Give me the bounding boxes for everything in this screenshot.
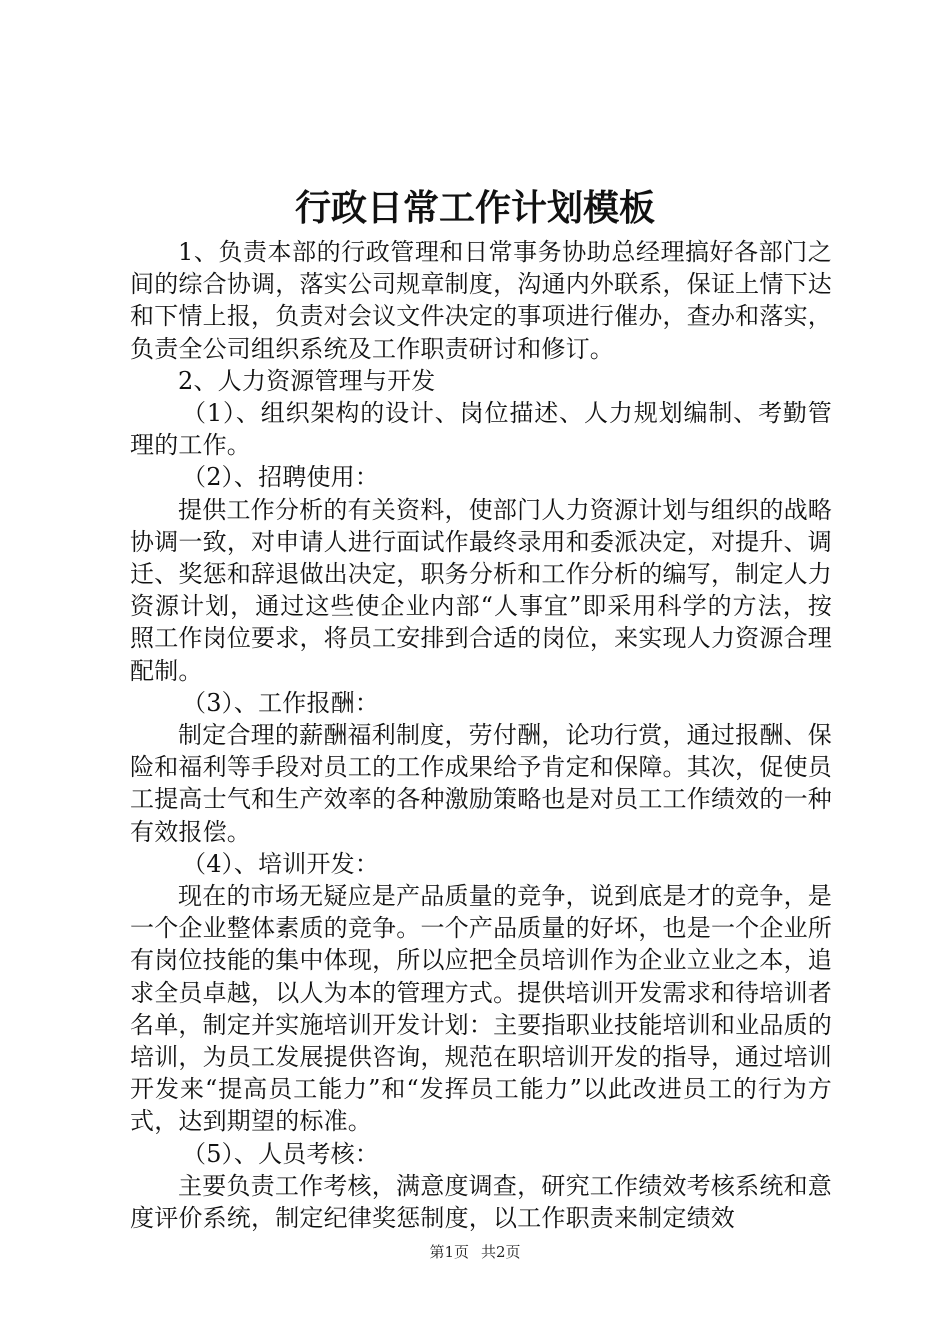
subsection-2-heading: （2）、招聘使用： xyxy=(182,463,380,492)
document-title: 行政日常工作计划模板 xyxy=(294,187,655,229)
document-body xyxy=(130,236,832,1234)
page-footer xyxy=(0,1242,950,1262)
page-total: 共2页 xyxy=(481,1243,521,1261)
subsection-1: （1）、组织架构的设计、岗位描述、人力规划编制、考勤管理的工作。 xyxy=(130,399,832,460)
paragraph-training: 现在的市场无疑应是产品质量的竞争，说到底是才的竞争，是一个企业整体素质的竞争。一个产品质量的好坏，也是一个企业所有岗位技能的集中体现，所以应把全员培训作为企业立业之本，追求全员卓越，以人为本的管理方式。提供培训开发需求和待培训者名单，制定并实施培训开发计划：主要指职业技能培训和业品质的培训，为员工发展提供咨询，规范在职培训开发的指导，通过培训开发来“提高员工能力”和“发挥员工能力”以此改进员工的行为方式，达到期望的标准。 xyxy=(130,882,832,1136)
subsection-3-heading: （3）、工作报酬： xyxy=(182,688,380,717)
subsection-4-heading: （4）、培训开发： xyxy=(182,849,380,878)
paragraph-assessment: 主要负责工作考核，满意度调查，研究工作绩效考核系统和意度评价系统，制定纪律奖惩制度，以工作职责来制定绩效 xyxy=(130,1171,832,1233)
paragraph-recruitment: 提供工作分析的有关资料，使部门人力资源计划与组织的战略协调一致，对申请人进行面试作最终录用和委派决定，对提升、调迁、奖惩和辞退做出决定，职务分析和工作分析的编写，制定人力资源计划，通过这些使企业内部“人事宜”即采用科学的方法，按照工作岗位要求，将员工安排到合适的岗位，来实现人力资源合理配制。 xyxy=(130,495,832,685)
paragraph-1: 1、负责本部的行政管理和日常事务协助总经理搞好各部门之间的综合协调，落实公司规章制度，沟通内外联系，保证上情下达和下情上报，负责对会议文件决定的事项进行催办，查办和落实，负责全公司组织系统及工作职责研讨和修订。 xyxy=(130,238,832,363)
paragraph-compensation: 制定合理的薪酬福利制度，劳付酬，论功行赏，通过报酬、保险和福利等手段对员工的工作成果给予肯定和保障。其次，促使员工提高士气和生产效率的各种激励策略也是对员工工作绩效的一种有效报偿。 xyxy=(130,721,832,846)
section-heading-hr: 2、人力资源管理与开发 xyxy=(178,366,436,395)
subsection-5-heading: （5）、人员考核： xyxy=(182,1139,380,1168)
page-number: 第1页 xyxy=(429,1243,469,1261)
